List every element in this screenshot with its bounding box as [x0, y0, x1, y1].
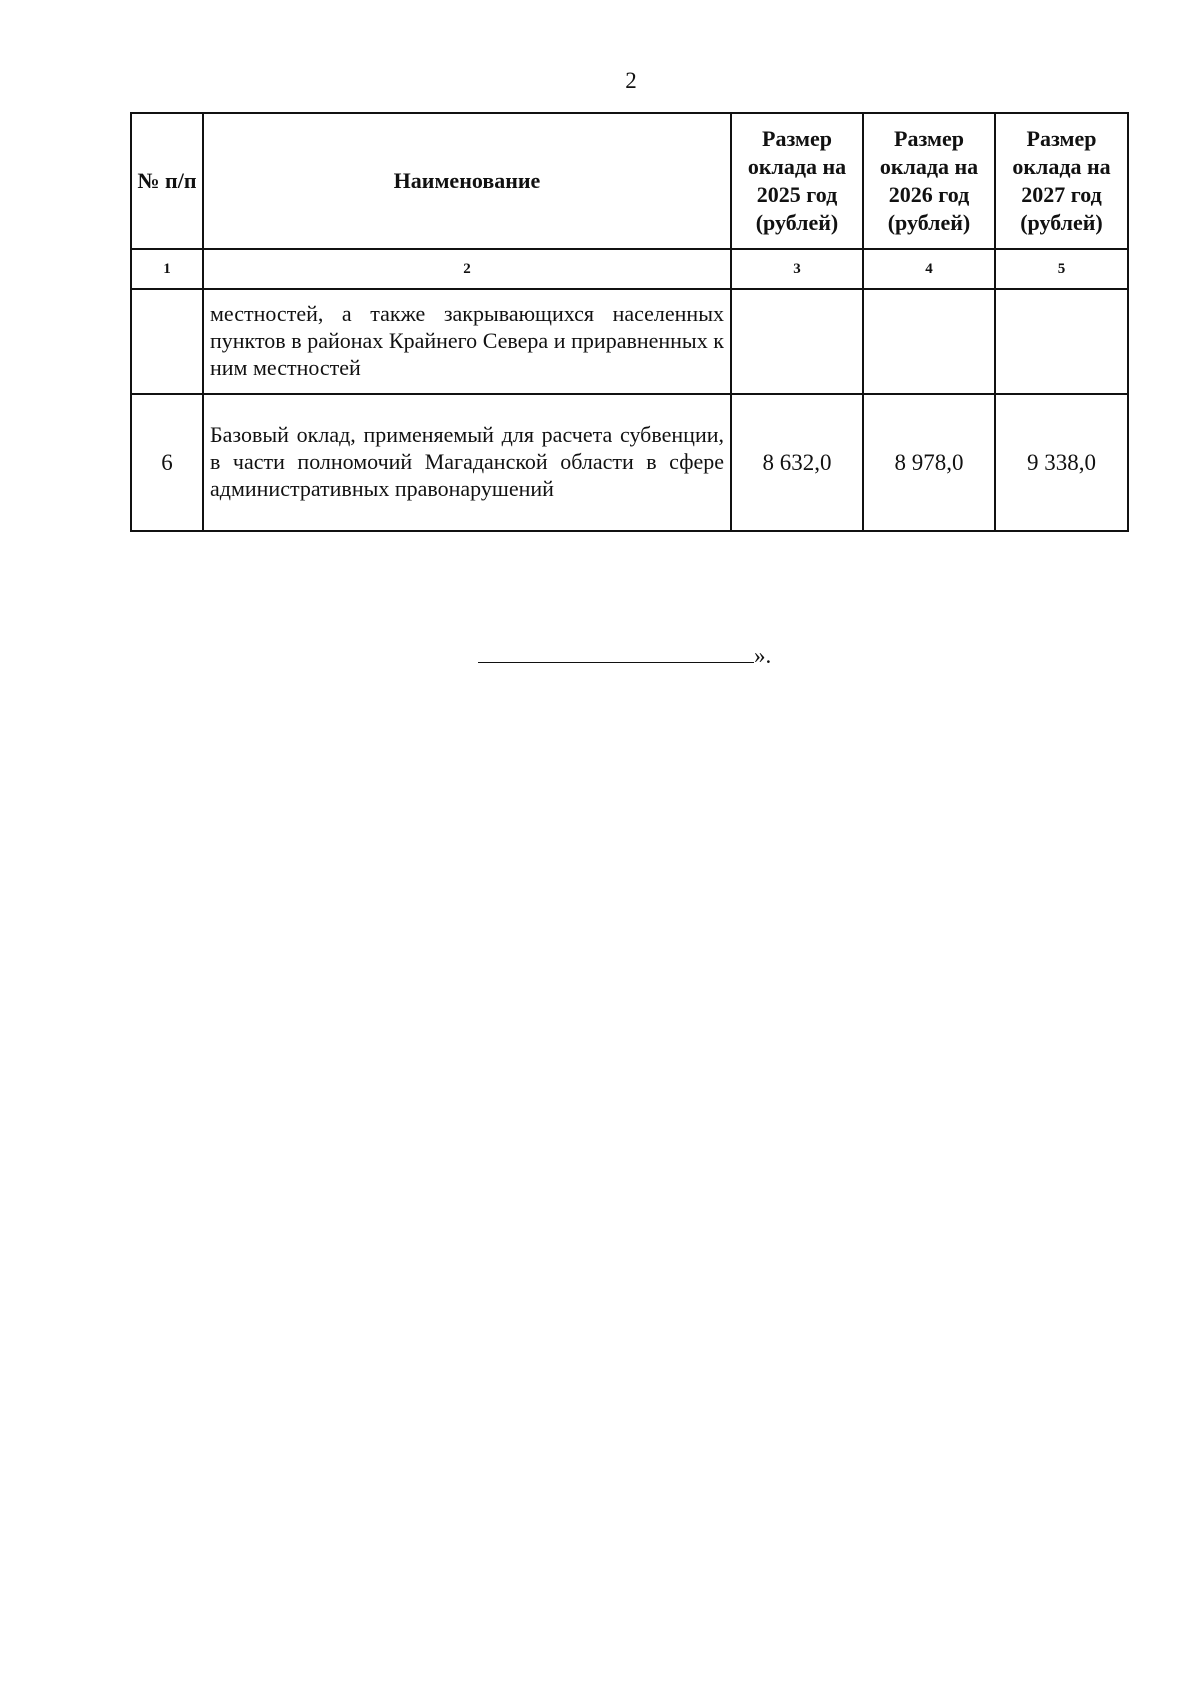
- row-number: 6: [131, 394, 203, 531]
- header-2026: Размер оклада на 2026 год (рублей): [863, 113, 995, 249]
- row-value-2025: [731, 289, 863, 394]
- row-value-2026: 8 978,0: [863, 394, 995, 531]
- row-value-2027: [995, 289, 1128, 394]
- row-name: местностей, а также закрывающихся населенных пунктов в районах Крайнего Севера и приравненных к ним местностей: [203, 289, 731, 394]
- row-value-2025: 8 632,0: [731, 394, 863, 531]
- column-number: 2: [203, 249, 731, 289]
- row-value-2026: [863, 289, 995, 394]
- column-number-row: [131, 249, 1128, 289]
- closing-underline: [478, 640, 754, 663]
- column-number: 1: [131, 249, 203, 289]
- page-number: 2: [625, 68, 637, 93]
- row-number: [131, 289, 203, 394]
- header-2025: Размер оклада на 2025 год (рублей): [731, 113, 863, 249]
- table-row: [131, 289, 1128, 394]
- column-number: 4: [863, 249, 995, 289]
- row-name: Базовый оклад, применяемый для расчета субвенции, в части полномочий Магаданской области в сфере административных правонарушений: [203, 394, 731, 531]
- column-number: 3: [731, 249, 863, 289]
- row-value-2027: 9 338,0: [995, 394, 1128, 531]
- table-row: [131, 394, 1128, 531]
- salary-table: [130, 112, 1129, 532]
- header-name: Наименование: [203, 113, 731, 249]
- header-number: № п/п: [131, 113, 203, 249]
- table-header-row: [131, 113, 1128, 249]
- column-number: 5: [995, 249, 1128, 289]
- closing-mark: [478, 640, 771, 669]
- closing-quote: ».: [754, 643, 772, 668]
- header-2027: Размер оклада на 2027 год (рублей): [995, 113, 1128, 249]
